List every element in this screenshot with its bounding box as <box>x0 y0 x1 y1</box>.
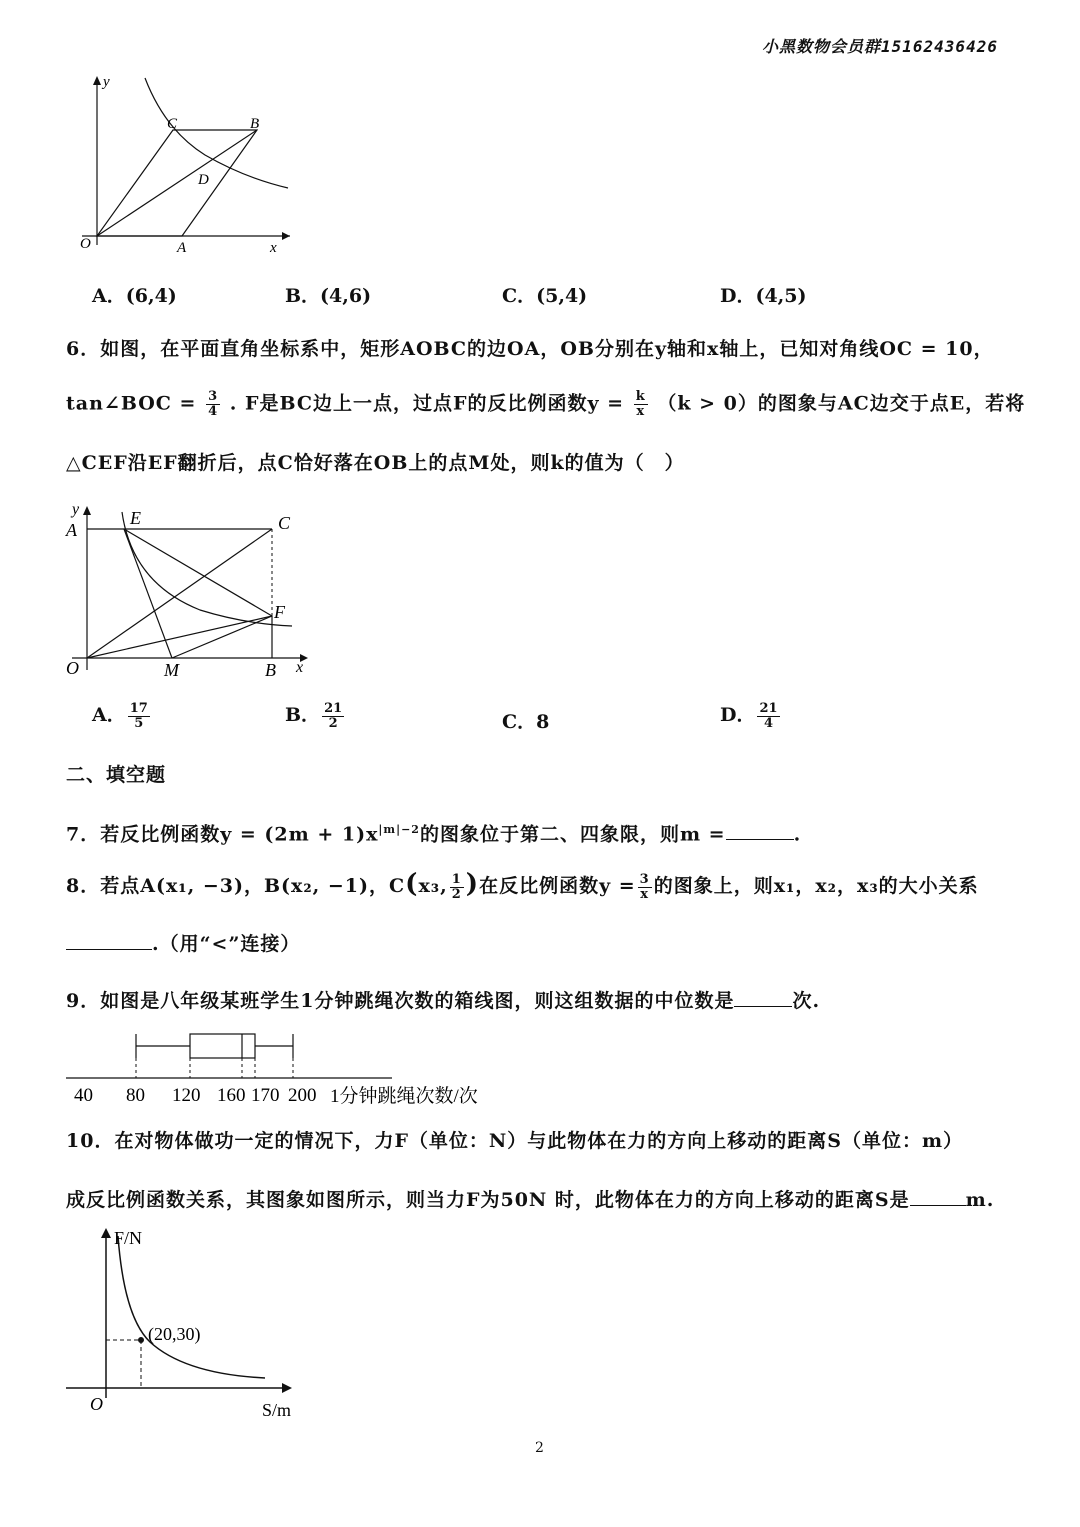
label-e: E <box>130 508 141 528</box>
q9-answer-blank <box>734 988 792 1007</box>
tick-160: 160 <box>217 1085 246 1106</box>
q9: 9．如图是八年级某班学生1分钟跳绳次数的箱线图，则这组数据的中位数是 次. <box>66 990 821 1012</box>
q7-answer-blank <box>726 821 794 840</box>
q5-option-c: C．(5,4) <box>502 285 588 307</box>
label-m: M <box>164 660 179 680</box>
page-number: 2 <box>535 1440 544 1456</box>
origin-label: O <box>90 1394 103 1414</box>
q5-option-d: D．(4,5) <box>720 285 807 307</box>
segment-mf <box>172 616 272 658</box>
label-o: O <box>66 658 79 678</box>
segment-em <box>124 529 172 658</box>
tick-40: 40 <box>74 1085 93 1106</box>
y-axis-arrow <box>83 506 91 515</box>
label-y: y <box>103 74 110 90</box>
tick-80: 80 <box>126 1085 145 1106</box>
tick-200: 200 <box>288 1085 317 1106</box>
q5-figure <box>70 70 300 260</box>
inverse-curve <box>118 1236 265 1378</box>
section-fill-in-title: 二、填空题 <box>66 764 167 786</box>
label-o: O <box>80 236 91 252</box>
diagonal-ob <box>97 130 257 236</box>
y-axis-arrow <box>93 76 101 85</box>
q8-answer-blank <box>66 931 152 950</box>
label-b: B <box>265 660 276 680</box>
q6-line3: △CEF沿EF翻折后，点C恰好落在OB上的点M处，则k的值为（ ） <box>66 452 685 474</box>
q9-boxplot <box>62 1028 512 1112</box>
q6-line1: 6．如图，在平面直角坐标系中，矩形AOBC的边OA，OB分别在y轴和x轴上，已知对角线OC = 10， <box>66 338 994 360</box>
q8-line1: 8．若点A(x₁, −3)，B(x₂, −1)，C(x₃, $\frac{1}{2}$ )在反比例函数y = $\frac{3}{x}$ 的图象上，则x₁，x₂，x₃的大小关系 <box>66 869 979 902</box>
q6-frac-tan: $\frac{3}{4}$ <box>208 389 219 419</box>
label-x: x <box>296 659 304 676</box>
q10-answer-blank <box>910 1187 966 1206</box>
box-iqr <box>190 1034 255 1058</box>
header-watermark: 小黑数物会员群15162436426 <box>762 37 998 56</box>
q10-line1: 10．在对物体做功一定的情况下，力F（单位：N）与此物体在力的方向上移动的距离S（单位：m） <box>66 1130 964 1152</box>
label-c: C <box>278 513 291 533</box>
tick-120: 120 <box>172 1085 201 1106</box>
x-axis-label: S/m <box>262 1400 292 1420</box>
q6-option-a: A． $\frac{17}{5}$ <box>92 700 148 731</box>
axis-label: 1分钟跳绳次数/次 <box>330 1086 478 1107</box>
q6-frac-kx: $\frac{k}{x}$ <box>635 389 646 419</box>
q10-figure <box>60 1222 320 1422</box>
y-axis-label: F/N <box>114 1228 143 1248</box>
q6-option-c: C．8 <box>502 711 550 733</box>
q8-line2: .（用“<”连接） <box>66 931 300 956</box>
q5-option-a: A．(6,4) <box>92 285 177 307</box>
q6-line2: tan∠BOC = $\frac{3}{4}$ . F是BC边上一点，过点F的反比例函数y = $\frac{k}{x}$ （k > 0）的图象与AC边交于点E，若将 <box>66 389 1026 419</box>
point-label: (20,30) <box>148 1324 201 1344</box>
x-axis-arrow <box>282 232 290 240</box>
segment-of <box>87 616 272 658</box>
label-f: F <box>274 602 285 622</box>
label-a: A <box>177 240 187 256</box>
x-axis-arrow <box>282 1383 292 1393</box>
label-b: B <box>250 116 260 132</box>
q7: 7．若反比例函数$y = (2m + 1)x^{|m|-2}$的图象位于第二、四象限，则m = . <box>66 823 802 846</box>
label-a: A <box>66 520 77 540</box>
diagonal-oc <box>87 529 272 658</box>
label-y: y <box>72 501 80 518</box>
hyperbola-curve <box>145 78 288 188</box>
label-x: x <box>270 240 277 256</box>
q10-line2: 成反比例函数关系，其图象如图所示，则当力F为50N 时，此物体在力的方向上移动的距离S是 m. <box>66 1189 995 1211</box>
q6-option-d: D． $\frac{21}{4}$ <box>720 700 778 731</box>
label-d: D <box>198 172 209 188</box>
label-c: C <box>167 116 178 132</box>
q5-option-b: B．(4,6) <box>285 285 372 307</box>
y-axis-arrow <box>101 1228 111 1238</box>
q6-figure <box>60 498 320 688</box>
tick-170: 170 <box>251 1085 280 1106</box>
point-marker <box>138 1337 144 1343</box>
q6-option-b: B． $\frac{21}{2}$ <box>285 700 343 731</box>
